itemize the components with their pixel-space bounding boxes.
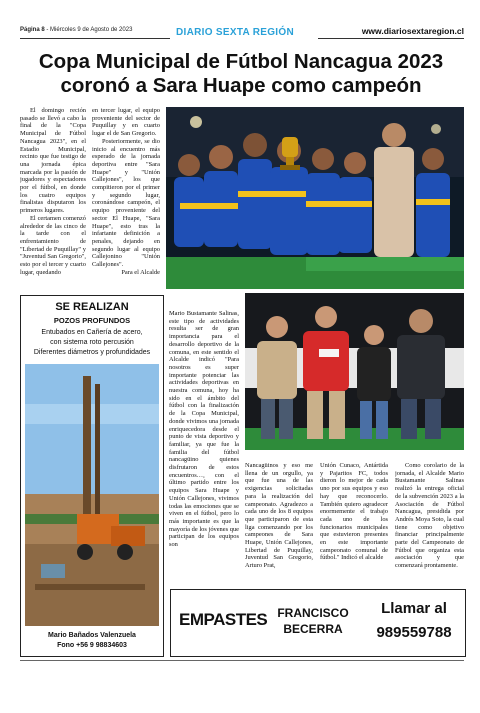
ad-empastes-call-label: Llamar al xyxy=(381,600,447,617)
ad-empastes-word: EMPASTES xyxy=(179,610,268,629)
publication-name: DIARIO SEXTA REGIÓN xyxy=(176,27,294,38)
ad-line: con sistema roto percusión xyxy=(50,339,134,346)
ad-title: SE REALIZAN xyxy=(55,301,129,313)
article-column-4 xyxy=(245,462,313,584)
headline-line-2: coronó a Sara Huape como campeón xyxy=(60,74,422,97)
champion-team-photo xyxy=(166,107,464,289)
subsidy-handover-photo xyxy=(245,293,464,450)
ad-contact-phone: Fono +56 9 98834603 xyxy=(57,642,127,649)
ad-line: Diferentes diámetros y profundidades xyxy=(33,349,151,356)
ad-pozos-profundos xyxy=(20,295,164,657)
website-link[interactable]: www.diariosextaregion.cl xyxy=(361,26,464,36)
article-paragraph: El certamen comenzó alrededor de las cinco de la tarde con el enfrentamiento de "Libertad de Puquillay" y "Juventud San Gregorio", esto por el tercer y cuarto lugar, quedando xyxy=(20,214,86,276)
article-paragraph: Unión Cunaco, Antártida y Pajaritos FC, todos dieron lo mejor de cada uno por sus equipos y eso hay que reconocerlo. También quiero agradecer enormemente el trabajo cada uno de los funcionarios municipales que estuvieron presentes en este importante campeonato comunal de fútbol." Indicó el alcalde xyxy=(320,462,388,562)
header-rule-right xyxy=(318,38,464,39)
article-paragraph: Como corolario de la jornada, el Alcalde Mario Bustamante Salinas realizó la entrega oficial de la subvención 2023 a la Asociación de Fútbol Nancagua, presidida por Andrés Moya Soto, la cual tiene como objetivo financiar principalmente parte del Campeonato de Fútbol que organiza esta asociación y que comenzará prontamente. xyxy=(395,462,464,570)
page-number: Página 8 xyxy=(20,27,45,33)
article-headline xyxy=(18,50,464,98)
article-paragraph: Nancagüinos y eso me llena de un orgullo, ya que fue una de las exigencias solicitadas para la realización del campeonato. Agradezco a cada uno de los 8 equipos que participaron de esta liga comenzando por los campeones de Sara Huape, Unión Callejones, Libertad de Puquillay, Juventud San Gregorio, Arturo Prat, xyxy=(245,462,313,570)
article-paragraph: en tercer lugar, el equipo proveniente del sector de Puquillay y en cuarto lugar el de San Gregorio. xyxy=(92,107,160,138)
article-column-1 xyxy=(20,107,86,292)
ad-empastes-phone: 989559788 xyxy=(376,624,452,641)
article-column-2 xyxy=(92,107,160,292)
article-column-5 xyxy=(320,462,388,584)
article-column-3 xyxy=(169,310,239,585)
ad-empastes-first-name: FRANCISCO xyxy=(277,606,349,620)
champion-team-illustration xyxy=(166,107,464,289)
drilling-rig-photo xyxy=(25,364,159,626)
article-paragraph: Mario Bustamante Salinas, este tipo de actividades resulta ser de gran importancia para el desarrollo deportivo de la comuna, en este sentido el Alcalde indicó "Para nosotros es super importante potenciar las actividades deportivas en nuestra comuna, hoy ha sido en el ámbito del fútbol con la finalización de la Copa Municipal, donde vivimos una jornada enriquecedora desde el punto de vista deportivo y familiar, ya que fue la familia del fútbol nancagüino quienes disfrutaron de estos encuentros…, con el último partido entre los equipos Sara Huape y Unión Callejones, vivimos todas las emociones que se viven en el fútbol, pero lo más importante es que la mayoría de los jóvenes que participan de los equipos son xyxy=(169,310,239,549)
ad-line: Entubados en Cañería de acero, xyxy=(41,329,143,336)
drilling-rig-illustration xyxy=(25,364,159,626)
subsidy-handover-illustration xyxy=(245,293,464,450)
ad-empastes-last-name: BECERRA xyxy=(283,622,343,636)
header-rule-left xyxy=(20,38,170,39)
article-paragraph: Posteriormente, se dio inicio al encuentro más esperado de la jornada deportiva entre "Sara Huape" y "Unión Callejones", los que compitieron por el primer y segundo lugar, coronándose campeón, el equipo proveniente del sector El Huape, "Sara Huape", esto tras la infartante definición a penales, dejando en segundo lugar al equipo Callejonino "Unión Callejones". xyxy=(92,137,160,269)
issue-date: - Miércoles 9 de Agosto de 2023 xyxy=(44,27,133,33)
ad-empastes xyxy=(170,589,466,657)
page-info xyxy=(20,27,132,33)
headline-line-1: Copa Municipal de Fútbol Nancagua 2023 xyxy=(38,50,444,73)
article-paragraph: Para el Alcalde xyxy=(121,268,160,276)
ad-subtitle: POZOS PROFUNDOS xyxy=(53,316,131,325)
article-column-6 xyxy=(395,462,464,584)
article-paragraph: El domingo reción pasado se llevó a cabo la final de la "Copa Municipal de Fútbol Nancagua 2023", en el Estadio Municipal, recinto que fue testigo de una jornada épica marcada por la pasión de jugadores y espectadores por el fútbol, en donde los cuatro equipos finalistas disputaron los primeros lugares. xyxy=(20,107,86,215)
ad-contact-name: Mario Bañados Valenzuela xyxy=(48,632,136,639)
footer-rule xyxy=(20,660,464,661)
